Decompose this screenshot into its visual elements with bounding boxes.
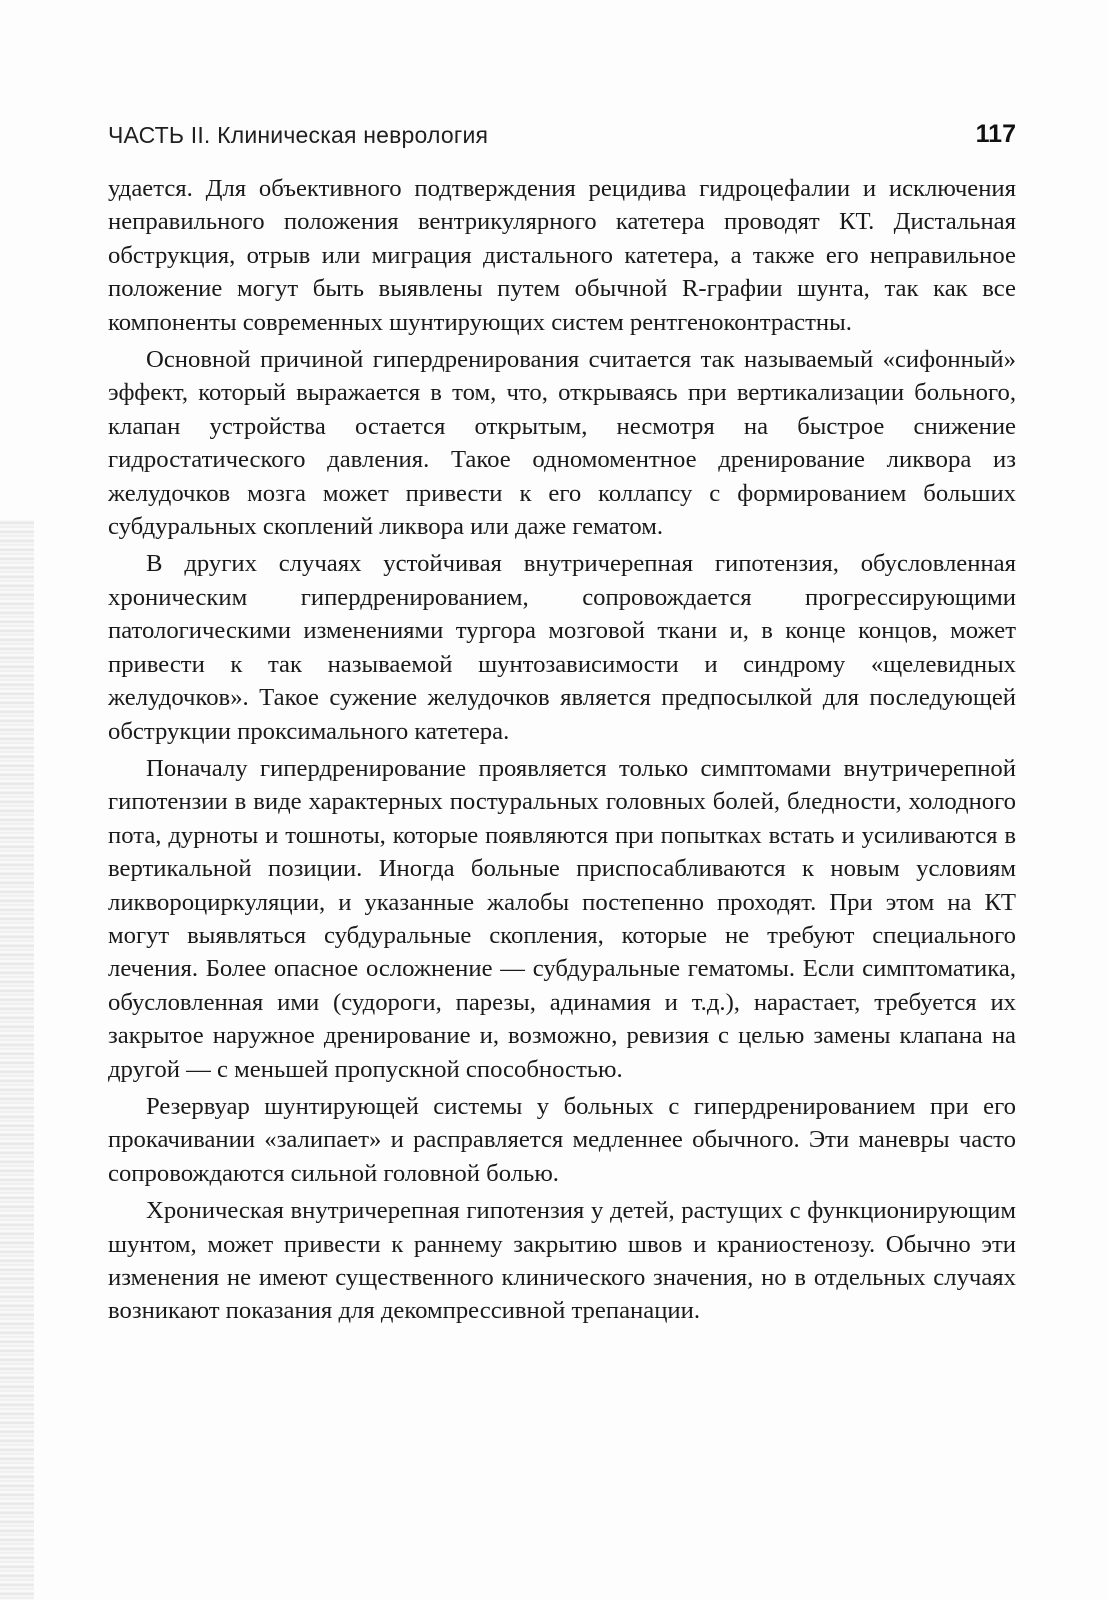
paragraph-reservoir: Резервуар шунтирующей системы у больных с гипердренированием при его прокачивании «залипает» и расправляется медленнее обычного. Эти маневры часто сопровождаются сильной головной болью. bbox=[108, 1092, 1016, 1187]
running-title: ЧАСТЬ II. Клиническая неврология bbox=[108, 122, 489, 148]
page-number: 117 bbox=[975, 120, 1016, 148]
paragraph-symptoms: Поначалу гипердренирование проявляется только симптомами внутричерепной гипотензии в виде характерных постуральных головных болей, бледности, холодного пота, дурноты и тошноты, которые появляются при попытках встать и усиливаются в вертикальной позиции. Иногда больные приспосабливаются к новым условиям ликвороциркуляции, и указанные жалобы постепенно проходят. При этом на КТ могут выявляться субдуральные скопления, которые не требуют специального лечения. Более опасное осложнение — субдуральные гематомы. Если симптоматика, обусловленная ими (судороги, парезы, адинамия и т.д.), нарастает, требуется их закрытое наружное дренирование и, возможно, ревизия с целью замены клапана на другой — с меньшей пропускной способностью. bbox=[108, 754, 1016, 1083]
paragraph-continuation: удается. Для объективного подтверждения рецидива гидроцефалии и исключения неправильного положения вентрикулярного катетера проводят КТ. Дистальная обструкция, отрыв или миграция дистального катетера, а также его неправильное положение могут быть выявлены путем обычной R-графии шунта, так как все компоненты современных шунтирующих систем рентгеноконтрастны. bbox=[108, 175, 1016, 336]
paragraph-craniostenosis: Хроническая внутричерепная гипотензия у детей, растущих с функционирующим шунтом, может привести к раннему закрытию швов и краниостенозу. Обычно эти изменения не имеют существенного клинического значения, но в отдельных случаях возникают показания для декомпрессивной трепанации. bbox=[108, 1197, 1016, 1325]
paragraph-slit-ventricle: В других случаях устойчивая внутричерепная гипотензия, обусловленная хроническим гипердренированием, сопровождается прогрессирующими патологическими изменениями тургора мозговой ткани и, в конце концов, может привести к так называемой шунтозависимости и синдрому «щелевидных желудочков». Такое сужение желудочков является предпосылкой для последующей обструкции проксимального катетера. bbox=[108, 550, 1016, 745]
scan-edge-shadow bbox=[0, 520, 34, 1600]
paragraph-siphon-effect: Основной причиной гипердренирования считается так называемый «сифонный» эффект, который выражается в том, что, открываясь при вертикализации больного, клапан устройства остается открытым, несмотря на быстрое снижение гидростатического давления. Такое одномоментное дренирование ликвора из желудочков мозга может привести к его коллапсу с формированием больших субдуральных скоплений ликвора или даже гематом. bbox=[108, 346, 1016, 541]
body-text bbox=[108, 172, 1016, 1332]
running-header bbox=[108, 120, 1016, 154]
